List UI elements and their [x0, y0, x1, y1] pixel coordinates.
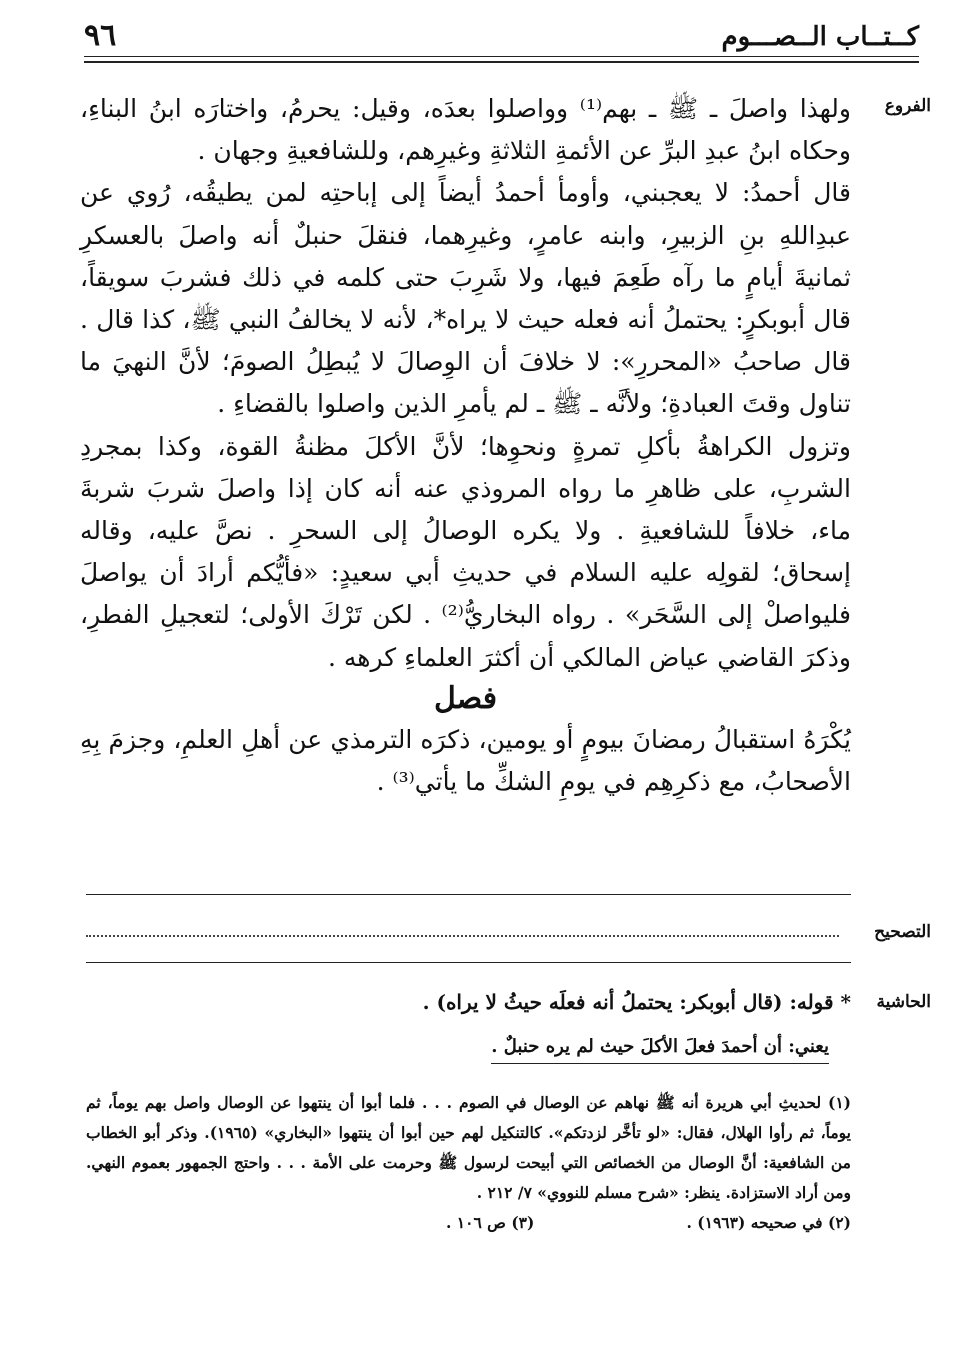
main-text — [80, 88, 851, 803]
separator-middle — [86, 962, 851, 963]
footnotes-2-3 — [86, 1208, 851, 1238]
fasl-heading: فصل — [433, 680, 498, 716]
header-rule-thick — [84, 61, 919, 63]
paragraph-1: ولهذا واصلَ ـ ﷺ ـ بهم⁽¹⁾ وواصلوا بعدَه، وقيل: يحرمُ، واختارَه ابنُ البناءِ، وحكاه ابنُ عبدِ البرِّ عن الأئمةِ الثلاثةِ وغيرِهم، وللشافعيةِ وجهان . — [80, 94, 851, 166]
header-rule-thin — [84, 56, 919, 57]
footnote-3: (٣) ص ١٠٦ . — [446, 1213, 535, 1232]
paragraph-3: وتزول الكراهةُ بأكلِ تمرةٍ ونحوِها؛ لأنَّ الأكلَ مظنةُ القوة، وكذا بمجردِ الشربِ، على ظاهرِ ما رواه المروذي عنه أنه كان إذا واصلَ شربَ شربةَ ماء، خلافاً للشافعيةِ . ولا يكره الوصالُ إلى السحرِ . نصَّ عليه، وقاله إسحاق؛ لقولِه عليه السلام في حديثِ أبي سعيدٍ: «فأيُّكم أرادَ أن يواصلَ فليواصلْ إلى السَّحَر» . رواه البخاريُّ⁽²⁾ . لكن تَرْكَ الأولى؛ لتعجيلِ الفطرِ، وذكرَ القاضي عياض المالكي أن أكثرَ العلماءِ كرهه . — [80, 431, 851, 672]
footnotes — [86, 1088, 851, 1238]
hashiya-line-1: * قوله: (قال أبوبكر: يحتملُ أنه فعلَه حيثُ لا يراه) . — [422, 990, 851, 1014]
paragraph-2: قال أحمدُ: لا يعجبني، وأومأ أحمدُ أيضاً إلى إباحتِه لمن يطيقُه، رُوي عن عبدِاللهِ بنِ الزبيرِ، وابنه عامرٍ، وغيرِهما، فنقلَ حنبلٌ أنه واصلَ بالعسكرِ ثمانيةَ أيامٍ ما رآه طَعِمَ فيها، ولا شَرِبَ حتى كلمه في ذلك فشربَ سويقاً، قال أبوبكرٍ: يحتملُ أنه فعله حيث لا يراه*، لأنه لا يخالفُ النبي ﷺ، كذا قال . قال صاحبُ «المحررِ»: لا خلافَ أن الوِصالَ لا يُبطِلُ الصومَ؛ لأنَّ النهيَ ما تناول وقتَ العبادةِ؛ ولأنَّه ـ ﷺ ـ لم يأمرِ الذين واصلوا بالقضاءِ . — [80, 178, 851, 419]
hashiya-line-2: يعني: أن أحمدَ فعلَ الأكلَ حيث لم يره حنبلٌ . — [491, 1036, 829, 1064]
tashih-label: التصحيح — [874, 922, 931, 942]
fasl-paragraph: يُكْرَهُ استقبالُ رمضانَ بيومٍ أو يومين، ذكرَه الترمذي عن أهلِ العلمِ، وجزمَ بِهِ الأصحابُ، مع ذكرِهِم في يومِ الشكِّ ما يأتي⁽³⁾ . — [80, 724, 851, 797]
page-header — [84, 18, 919, 58]
footnote-2: (٢) في صحيحه (١٩٦٣) . — [686, 1213, 851, 1232]
furu-label: الفروع — [884, 96, 931, 116]
separator-top — [86, 894, 851, 895]
book-title: كــتــاب الــصـــوم — [721, 22, 919, 52]
footnote-1: (١) لحديثِ أبي هريرة أنه ﷺ نهاهم عن الوصال في الصوم . . . فلما أبوا أن ينتهوا عن الوصال واصل بهم يوماً، ثم يوماً، ثم رأوا الهلال، فقال: «لو تأخَّر لزدتكم». كالتنكيل لهم حين أبوا أن ينتهوا «البخاري» (١٩٦٥). وذكر أبو الخطاب من الشافعية: أنَّ الوصال من الخصائص التي أبيحت لرسول ﷺ وحرمت على الأمة . . . واحتج الجمهور بعموم النهي. ومن أراد الاستزادة. ينظر: «شرح مسلم للنووي» ٧/ ٢١٢ . — [86, 1093, 851, 1202]
page-number: ٩٦ — [84, 18, 117, 53]
hashiya-label: الحاشية — [876, 992, 931, 1012]
tashih-dotted-line — [86, 935, 839, 937]
